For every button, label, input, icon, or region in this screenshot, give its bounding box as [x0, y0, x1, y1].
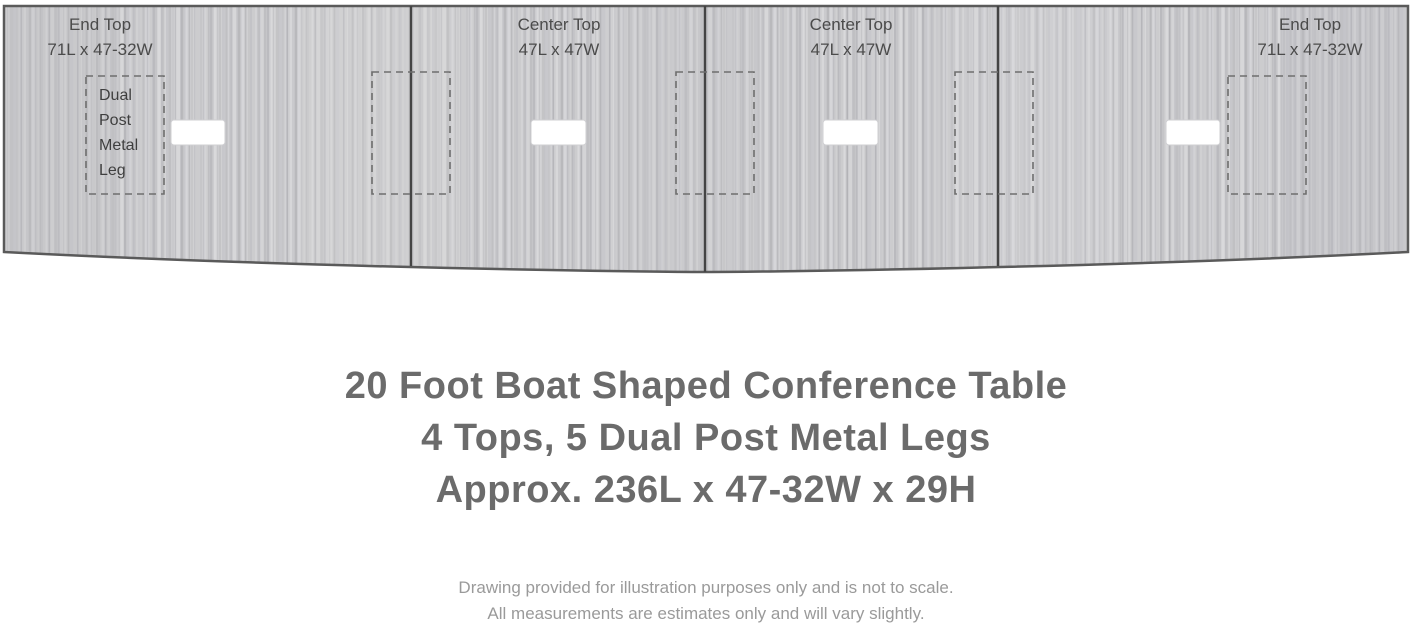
title-line-3: Approx. 236L x 47-32W x 29H: [435, 469, 977, 511]
panel-name: Center Top: [809, 15, 893, 34]
panel-name: End Top: [68, 15, 132, 34]
disclaimer-line-1: Drawing provided for illustration purposes only and is not to scale.: [458, 578, 954, 597]
panel-name: Center Top: [517, 15, 601, 34]
disclaimer-line-2: All measurements are estimates only and will vary slightly.: [487, 604, 925, 623]
panel-dims: 47L x 47W: [810, 40, 892, 59]
panel-name: End Top: [1278, 15, 1342, 34]
title-block: [0, 360, 1412, 516]
panel-dims: 47L x 47W: [518, 40, 600, 59]
panel-dims: 71L x 47-32W: [47, 40, 153, 59]
leg-callout-line-1: Dual: [99, 87, 132, 104]
leg-callout-line-4: Leg: [99, 162, 126, 179]
leg-callout-line-3: Metal: [99, 137, 139, 154]
leg-callout-line-2: Post: [99, 112, 132, 129]
disclaimer-block: [0, 575, 1412, 627]
panel-dims: 71L x 47-32W: [1257, 40, 1363, 59]
table-top-svg: [0, 0, 1412, 275]
leg-callout: [99, 83, 169, 183]
title-line-2: 4 Tops, 5 Dual Post Metal Legs: [421, 417, 991, 459]
title-line-1: 20 Foot Boat Shaped Conference Table: [344, 365, 1068, 407]
table-drawing: [0, 0, 1412, 275]
